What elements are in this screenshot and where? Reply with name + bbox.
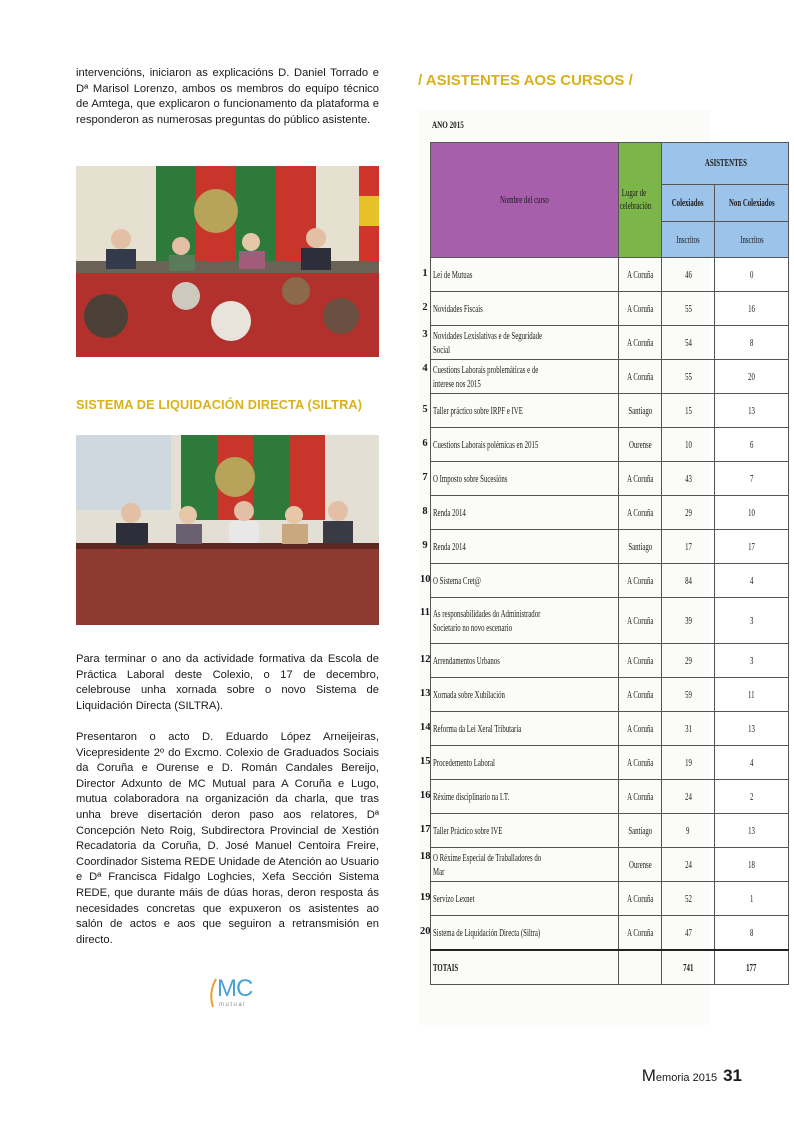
colegiados-cell: 9: [662, 814, 714, 848]
row-number: 4: [422, 362, 428, 374]
course-name-cell: 5 Taller práctico sobre IRPF e IVE: [431, 394, 619, 428]
attendees-table-image: [419, 110, 775, 1025]
course-name-cell: 13 Xornada sobre Xubilación: [431, 678, 619, 712]
place-cell: A Coruña: [619, 780, 662, 814]
paragraph-siltra-intro: Para terminar o ano da actividade formativa da Escola de Práctica Laboral deste Colexio, o 17 de decembro, celebrouse unha xornada sobre o novo Sistema de Liquidación Directa (SILTRA).: [76, 653, 379, 712]
course-name-cell: 11 As responsabilidades do Administrador Societario no novo escenario: [431, 598, 619, 644]
course-name-cell: 7 O Imposto sobre Sucesións: [431, 462, 619, 496]
non-colegiados-cell: 17: [714, 530, 789, 564]
row-number: 14: [420, 721, 431, 733]
table-row: [431, 292, 789, 326]
non-colegiados-cell: 2: [714, 780, 789, 814]
row-number: 10: [420, 573, 431, 585]
colegiados-cell: 39: [662, 598, 714, 644]
colegiados-cell: 46: [662, 258, 714, 292]
place-cell: A Coruña: [619, 462, 662, 496]
intro-text-block: [76, 66, 379, 128]
attendees-table: [420, 142, 789, 985]
table-year: ANO 2015: [432, 121, 464, 131]
table-row: [431, 746, 789, 780]
row-number: 7: [422, 471, 428, 483]
paragraph-siltra-details: Presentaron o acto D. Eduardo López Arneijeiras, Vicepresidente 2º do Excmo. Colexio de Graduados Sociais da Coruña e Ourense e D. Román Candales Bereijo, Director Adxunto de MC Mutual para A Coruña e Lugo, mutua colaboradora na organización da charla, que tras unha breve disertación deron paso aos relatores, Dª Concepción Neto Roig, Subdirectora Provincial de Xestión Recadatoria da Coruña, D. José Manuel Centoira Freire, Coordinador Sistema REDE Unidade de Atención ao Usuario e Dª Francisca Fidalgo Loghcies, Xefa Sección Sistema REDE, que durante máis de dúas horas, deron resposta ás necesidades concretas que expuxeron os asistentes ao salón de actos e aos que seguiron a retransmisión en directo.: [76, 731, 379, 946]
non-colegiados-cell: 7: [714, 462, 789, 496]
course-name-cell: 14 Reforma da Lei Xeral Tributaria: [431, 712, 619, 746]
non-colegiados-cell: 4: [714, 746, 789, 780]
non-colegiados-cell: 10: [714, 496, 789, 530]
totals-row: TOTAIS 741 177: [431, 950, 789, 985]
place-cell: Ourense: [619, 848, 662, 882]
place-cell: A Coruña: [619, 882, 662, 916]
course-name-cell: 17 Taller Práctico sobre IVE: [431, 814, 619, 848]
course-name-cell: 18 O Réxime Especial de Traballadores do Mar: [431, 848, 619, 882]
colegiados-cell: 29: [662, 644, 714, 678]
table-row: [431, 598, 789, 644]
colegiados-cell: 55: [662, 360, 714, 394]
colegiados-cell: 19: [662, 746, 714, 780]
place-cell: A Coruña: [619, 644, 662, 678]
non-colegiados-cell: 13: [714, 394, 789, 428]
place-cell: A Coruña: [619, 598, 662, 644]
table-row: [431, 678, 789, 712]
colegiados-cell: 43: [662, 462, 714, 496]
row-number: 1: [422, 267, 428, 279]
row-number: 3: [422, 328, 428, 340]
col-header-attendees: ASISTENTES: [662, 143, 789, 185]
course-name-cell: 2 Novidades Fiscais: [431, 292, 619, 326]
place-cell: A Coruña: [619, 916, 662, 951]
place-cell: A Coruña: [619, 326, 662, 360]
course-name-cell: 20 Sistema de Liquidación Directa (Siltra): [431, 916, 619, 951]
colegiados-cell: 31: [662, 712, 714, 746]
colegiados-cell: 24: [662, 848, 714, 882]
place-cell: A Coruña: [619, 564, 662, 598]
non-colegiados-cell: 11: [714, 678, 789, 712]
place-cell: A Coruña: [619, 258, 662, 292]
non-colegiados-cell: 13: [714, 814, 789, 848]
table-row: [431, 394, 789, 428]
page-footer: Memoria 2015 31: [641, 1066, 742, 1085]
place-cell: Santiago: [619, 814, 662, 848]
course-name-cell: 9 Renda 2014: [431, 530, 619, 564]
photo-conference-amtega: [76, 166, 379, 357]
colegiados-cell: 47: [662, 916, 714, 951]
row-number: 13: [420, 687, 431, 699]
table-row: [431, 530, 789, 564]
row-number: 16: [420, 789, 431, 801]
colegiados-cell: 84: [662, 564, 714, 598]
page-number: 31: [723, 1066, 742, 1085]
non-colegiados-cell: 8: [714, 916, 789, 951]
row-number: 15: [420, 755, 431, 767]
course-name-cell: 19 Servizo Lexnet: [431, 882, 619, 916]
attendees-heading: / ASISTENTES AOS CURSOS /: [418, 72, 633, 89]
mc-mutual-logo: MC mutual: [205, 975, 255, 1015]
col-header-name: Nombre del curso: [431, 143, 619, 258]
table-row: [431, 644, 789, 678]
row-number: 12: [420, 653, 431, 665]
non-colegiados-cell: 0: [714, 258, 789, 292]
place-cell: A Coruña: [619, 678, 662, 712]
table-row: [431, 848, 789, 882]
colegiados-cell: 29: [662, 496, 714, 530]
course-name-cell: 1 Lei de Mutuas: [431, 258, 619, 292]
non-colegiados-cell: 16: [714, 292, 789, 326]
table-row: [431, 780, 789, 814]
col-header-colegiados: Colexiados: [662, 184, 714, 222]
table-row: [431, 496, 789, 530]
row-number: 9: [422, 539, 428, 551]
course-name-cell: 12 Arrendamentos Urbanos: [431, 644, 619, 678]
row-number: 5: [422, 403, 428, 415]
table-row: [431, 326, 789, 360]
photo-conference-siltra: [76, 435, 379, 625]
row-number: 11: [420, 606, 430, 618]
colegiados-cell: 55: [662, 292, 714, 326]
col-header-place: Lugar de celebración: [619, 143, 662, 258]
table-row: [431, 814, 789, 848]
course-name-cell: 8 Renda 2014: [431, 496, 619, 530]
intro-paragraph: intervencións, iniciaron as explicacións D. Daniel Torrado e Dª Marisol Lorenzo, ambos os membros do equipo técnico de Amtega, que explicaron o funcionamento da plataforma e responderon as numerosas preguntas do público asistente.: [76, 67, 379, 126]
colegiados-cell: 52: [662, 882, 714, 916]
sub-header-inscritos-1: Inscritos: [662, 222, 714, 258]
row-number: 17: [420, 823, 431, 835]
row-number: 19: [420, 891, 431, 903]
row-number: 8: [422, 505, 428, 517]
non-colegiados-cell: 1: [714, 882, 789, 916]
colegiados-cell: 54: [662, 326, 714, 360]
section-heading-siltra: SISTEMA DE LIQUIDACIÓN DIRECTA (SILTRA): [76, 397, 363, 412]
place-cell: A Coruña: [619, 712, 662, 746]
place-cell: A Coruña: [619, 292, 662, 326]
colegiados-cell: 10: [662, 428, 714, 462]
colegiados-cell: 24: [662, 780, 714, 814]
course-name-cell: 3 Novidades Lexislativas e de Seguridade Social: [431, 326, 619, 360]
colegiados-cell: 59: [662, 678, 714, 712]
non-colegiados-cell: 20: [714, 360, 789, 394]
non-colegiados-cell: 8: [714, 326, 789, 360]
col-header-non-colegiados: Non Colexiados: [714, 184, 789, 222]
sub-header-inscritos-2: Inscritos: [714, 222, 789, 258]
table-row: [431, 882, 789, 916]
place-cell: A Coruña: [619, 746, 662, 780]
place-cell: Santiago: [619, 394, 662, 428]
non-colegiados-cell: 4: [714, 564, 789, 598]
table-row: [431, 564, 789, 598]
table-row: [431, 360, 789, 394]
row-number: 6: [422, 437, 428, 449]
colegiados-cell: 15: [662, 394, 714, 428]
place-cell: Santiago: [619, 530, 662, 564]
course-name-cell: 16 Réxime disciplinario na I.T.: [431, 780, 619, 814]
place-cell: A Coruña: [619, 496, 662, 530]
colegiados-cell: 17: [662, 530, 714, 564]
non-colegiados-cell: 13: [714, 712, 789, 746]
course-name-cell: 15 Procedemento Laboral: [431, 746, 619, 780]
table-row: [431, 916, 789, 951]
row-number: 18: [420, 850, 431, 862]
table-row: [431, 428, 789, 462]
course-name-cell: 10 O Sistema Cret@: [431, 564, 619, 598]
table-row: [431, 462, 789, 496]
table-row: [431, 712, 789, 746]
non-colegiados-cell: 6: [714, 428, 789, 462]
non-colegiados-cell: 3: [714, 598, 789, 644]
place-cell: Ourense: [619, 428, 662, 462]
course-name-cell: 4 Cuestions Laborais problemáticas e de interese nos 2015: [431, 360, 619, 394]
row-number: 20: [420, 925, 431, 937]
row-number: 2: [422, 301, 428, 313]
place-cell: A Coruña: [619, 360, 662, 394]
course-name-cell: 6 Cuestions Laborais polémicas en 2015: [431, 428, 619, 462]
table-row: [431, 258, 789, 292]
non-colegiados-cell: 3: [714, 644, 789, 678]
non-colegiados-cell: 18: [714, 848, 789, 882]
